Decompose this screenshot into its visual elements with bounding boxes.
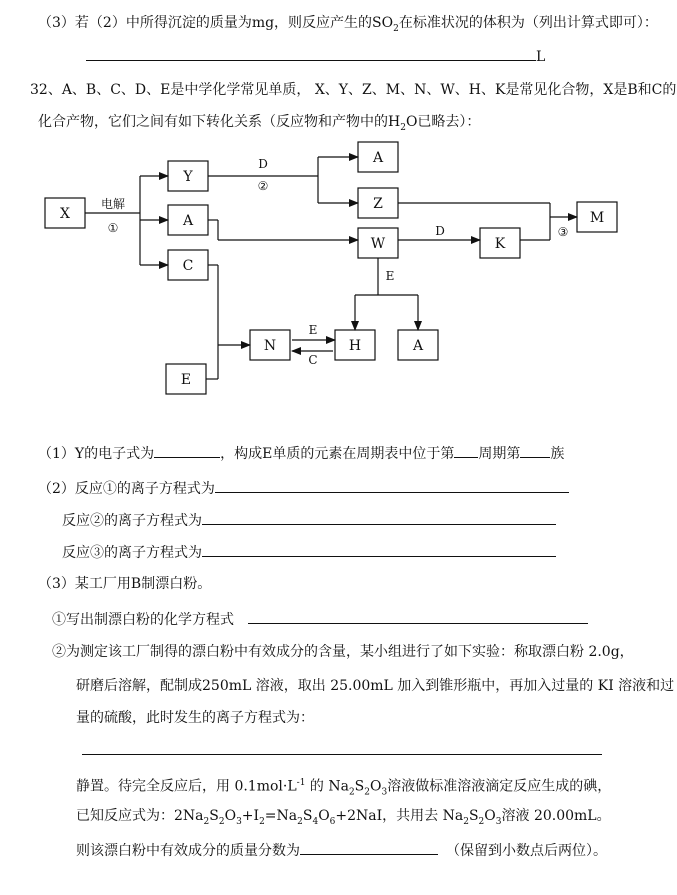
q3-1-line: ①写出制漂白粉的化学方程式: [52, 609, 588, 630]
q2-1-blank[interactable]: [215, 478, 569, 493]
q3-2-ionic-blank[interactable]: [82, 740, 602, 755]
q1-blank-group[interactable]: [520, 443, 550, 458]
q3-2-line5: 已知反应式为：$2Na_2S_2O_3+I_2=Na_2S_4O_6+2NaI$，共用去 $Na_2S_2O_3$溶液 20.00mL。: [76, 808, 611, 827]
node-n-label: N: [263, 338, 277, 354]
node-y-label: Y: [183, 169, 193, 185]
q31-part3-text: （3）若（2）中所得沉淀的质量为mg，则反应产生的$SO_2$在标准状况的体积为（列出计算式即可）：: [38, 15, 658, 34]
node-a1-label: A: [182, 213, 194, 229]
q3-line: （3）某工厂用B制漂白粉。: [38, 576, 212, 592]
q3-2-result-blank[interactable]: [300, 840, 438, 855]
q2-3-blank[interactable]: [202, 542, 556, 557]
q1-blank-electron[interactable]: [154, 443, 220, 458]
q3-2-line2: 研磨后溶解，配制成250mL 溶液，取出 25.00mL 加入到锥形瓶中，再加入过量的 KI 溶液和过: [76, 678, 675, 694]
label-step2: ②: [257, 179, 269, 193]
node-w-label: W: [370, 236, 386, 252]
q1-blank-period[interactable]: [454, 443, 478, 458]
q2-2-line: 反应②的离子方程式为: [62, 510, 556, 531]
q3-2-line3: 量的硫酸，此时发生的离子方程式为：: [76, 710, 314, 726]
q2-2-blank[interactable]: [202, 510, 556, 525]
q32-intro-line1: 32、A、B、C、D、E是中学化学常见单质， X、Y、Z、M、N、W、H、K是常见化合物，X是B和C的: [30, 82, 677, 98]
label-d-top: D: [258, 157, 268, 171]
label-step3: ③: [557, 225, 569, 239]
node-c-label: C: [182, 258, 194, 274]
node-a2-label: A: [372, 150, 384, 166]
q3-2-line4: 静置。待完全反应后，用 $0.1mol\cdot L^{-1}$ 的 $Na_2S_2O_3$溶液做标准溶液滴定反应生成的碘，: [76, 778, 612, 798]
node-m-label: M: [589, 210, 605, 226]
label-c-arrow: C: [308, 353, 318, 367]
node-z-label: Z: [373, 196, 383, 212]
label-d-mid: D: [435, 224, 445, 238]
label-e-down: E: [385, 269, 395, 283]
reaction-diagram: [0, 140, 677, 400]
q3-2-line1: ②为测定该工厂制得的漂白粉中有效成分的含量，某小组进行了如下实验：称取漂白粉 2.0g，: [52, 644, 634, 660]
label-step1: ①: [107, 221, 119, 235]
node-e-label: E: [180, 372, 192, 388]
q31-answer-line[interactable]: L: [86, 46, 545, 67]
q3-2-line6: 则该漂白粉中有效成分的质量分数为 （保留到小数点后两位）。: [76, 840, 607, 861]
node-a3-label: A: [412, 338, 424, 354]
q32-intro-line2: 化合产物，它们之间有如下转化关系（反应物和产物中的$H_2O$已略去）：: [38, 114, 481, 133]
q2-3-line: 反应③的离子方程式为: [62, 542, 556, 563]
node-h-label: H: [348, 338, 362, 354]
q2-1-line: （2）反应①的离子方程式为: [38, 478, 569, 499]
q3-2-ionic-blank-line[interactable]: [82, 740, 602, 761]
node-x-label: X: [60, 206, 70, 222]
label-electrolysis: 电解: [100, 197, 126, 211]
q1-line: （1）Y的电子式为 ，构成E单质的元素在周期表中位于第 周期第 族: [38, 443, 564, 464]
node-k-label: K: [494, 236, 506, 252]
q3-1-blank[interactable]: [248, 609, 588, 624]
label-e-arrow: E: [308, 323, 318, 337]
